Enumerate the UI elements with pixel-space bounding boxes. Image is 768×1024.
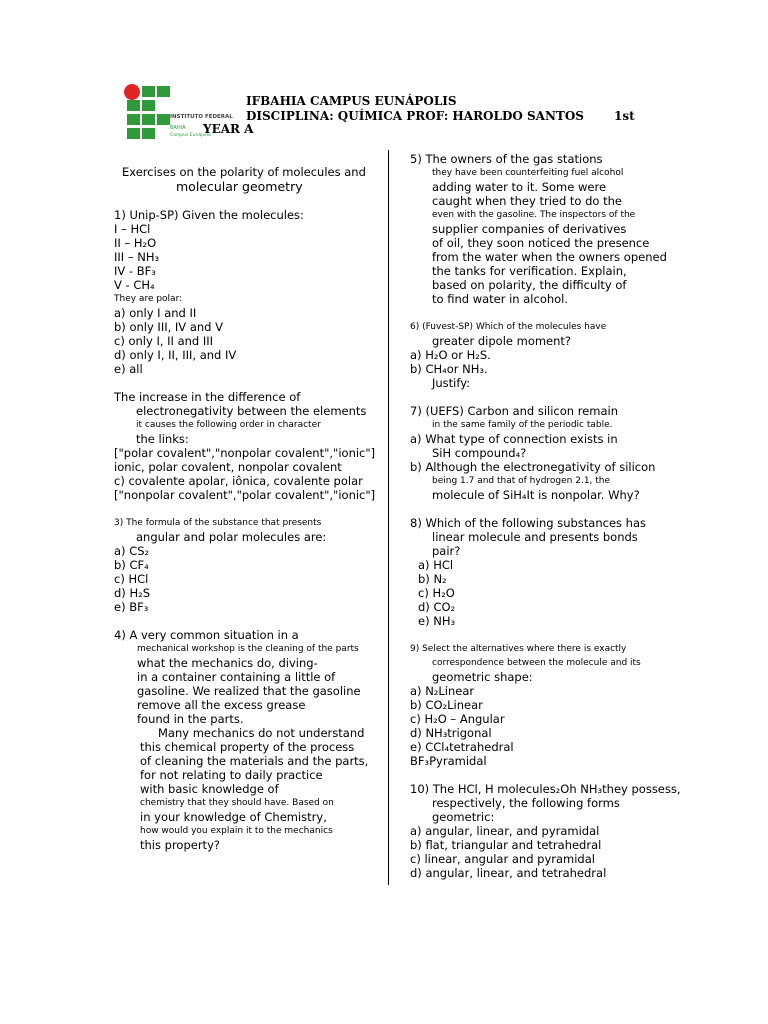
text-line: of cleaning the materials and the parts, xyxy=(140,754,369,768)
text-line: caught when they tried to do the xyxy=(432,194,622,208)
logo-square xyxy=(157,114,170,125)
text-line: b) N₂ xyxy=(418,572,447,586)
text-line: they have been counterfeiting fuel alcohol xyxy=(432,168,624,178)
text-line: the tanks for verification. Explain, xyxy=(432,264,627,278)
text-line: 4) A very common situation in a xyxy=(114,628,299,642)
text-line: c) linear, angular and pyramidal xyxy=(410,852,595,866)
text-line: BF₃Pyramidal xyxy=(410,754,487,768)
text-line: b) only III, IV and V xyxy=(114,320,223,334)
text-line: ionic, polar covalent, nonpolar covalent xyxy=(114,460,342,474)
text-line: Many mechanics do not understand xyxy=(158,726,365,740)
text-line: the links: xyxy=(136,432,189,446)
text-line: angular and polar molecules are: xyxy=(136,530,327,544)
text-line: 5) The owners of the gas stations xyxy=(410,152,603,166)
logo-square xyxy=(142,128,155,139)
text-line: mechanical workshop is the cleaning of the parts xyxy=(137,644,359,654)
text-line: this property? xyxy=(140,838,220,852)
text-line: from the water when the owners opened xyxy=(432,250,667,264)
text-line: 10) The HCl, H molecules₂Oh NH₃they possess, xyxy=(410,782,681,796)
logo-square xyxy=(127,100,140,111)
text-line: d) NH₃trigonal xyxy=(410,726,492,740)
text-line: d) only I, II, III, and IV xyxy=(114,348,237,362)
text-line: e) BF₃ xyxy=(114,600,149,614)
text-line: b) CH₄or NH₃. xyxy=(410,362,488,376)
logo-square xyxy=(142,100,155,111)
text-line: a) What type of connection exists in xyxy=(410,432,618,446)
text-line: a) only I and II xyxy=(114,306,197,320)
text-line: 9) Select the alternatives where there is exactly xyxy=(410,644,627,654)
text-line: Exercises on the polarity of molecules and xyxy=(122,165,366,179)
text-line: linear molecule and presents bonds xyxy=(432,530,638,544)
text-line: a) H₂O or H₂S. xyxy=(410,348,491,362)
text-line: e) CCl₄tetrahedral xyxy=(410,740,514,754)
text-line: II – H₂O xyxy=(114,236,157,250)
logo-square xyxy=(127,128,140,139)
text-line: Justify: xyxy=(432,376,471,390)
text-line: d) H₂S xyxy=(114,586,150,600)
text-line: They are polar: xyxy=(114,294,183,304)
text-line: I – HCl xyxy=(114,222,151,236)
text-line: for not relating to daily practice xyxy=(140,768,323,782)
logo-text: INSTITUTO FEDERAL xyxy=(170,114,233,120)
text-line: IV - BF₃ xyxy=(114,264,156,278)
text-line: c) covalente apolar, iônica, covalente polar xyxy=(114,474,363,488)
logo-text: BAHIA xyxy=(170,125,186,131)
text-line: chemistry that they should have. Based on xyxy=(140,798,334,808)
text-line: correspondence between the molecule and its xyxy=(432,658,641,668)
text-line: respectively, the following forms xyxy=(432,796,620,810)
text-line: gasoline. We realized that the gasoline xyxy=(137,684,361,698)
logo-square xyxy=(142,86,155,97)
text-line: b) CO₂Linear xyxy=(410,698,483,712)
text-line: in your knowledge of Chemistry, xyxy=(140,810,327,824)
text-line: electronegativity between the elements xyxy=(136,404,367,418)
text-line: this chemical property of the process xyxy=(140,740,355,754)
text-line: c) HCl xyxy=(114,572,149,586)
text-line: ["nonpolar covalent","polar covalent","ionic"] xyxy=(114,488,376,502)
logo-square xyxy=(127,114,140,125)
grade-label: 1st xyxy=(614,109,635,123)
text-line: V - CH₄ xyxy=(114,278,155,292)
text-line: d) CO₂ xyxy=(418,600,456,614)
text-line: geometric: xyxy=(432,810,495,824)
text-line: a) angular, linear, and pyramidal xyxy=(410,824,600,838)
text-line: greater dipole moment? xyxy=(432,334,572,348)
text-line: pair? xyxy=(432,544,461,558)
text-line: d) angular, linear, and tetrahedral xyxy=(410,866,607,880)
text-line: adding water to it. Some were xyxy=(432,180,607,194)
column-divider xyxy=(388,150,389,885)
text-line: The increase in the difference of xyxy=(114,390,301,404)
text-line: b) flat, triangular and tetrahedral xyxy=(410,838,602,852)
year-label: YEAR A xyxy=(203,122,254,136)
text-line: c) H₂O – Angular xyxy=(410,712,505,726)
text-line: to find water in alcohol. xyxy=(432,292,569,306)
logo-square xyxy=(142,114,155,125)
text-line: III – NH₃ xyxy=(114,250,160,264)
text-line: c) only I, II and III xyxy=(114,334,214,348)
text-line: how would you explain it to the mechanics xyxy=(140,826,333,836)
text-line: geometric shape: xyxy=(432,670,533,684)
text-line: a) N₂Linear xyxy=(410,684,475,698)
text-line: found in the parts. xyxy=(137,712,244,726)
text-line: it causes the following order in character xyxy=(136,420,321,430)
text-line: with basic knowledge of xyxy=(140,782,279,796)
text-line: of oil, they soon noticed the presence xyxy=(432,236,650,250)
text-line: in the same family of the periodic table. xyxy=(432,420,613,430)
text-line: 6) (Fuvest-SP) Which of the molecules have xyxy=(410,322,607,332)
logo-text: Campus Eunápolis xyxy=(170,133,212,138)
text-line: 1) Unip-SP) Given the molecules: xyxy=(114,208,304,222)
discipline-line: DISCIPLINA: QUÍMICA PROF: HAROLDO SANTOS xyxy=(246,109,584,123)
text-line: a) CS₂ xyxy=(114,544,150,558)
text-line: a) HCl xyxy=(418,558,454,572)
text-line: being 1.7 and that of hydrogen 2.1, the xyxy=(432,476,611,486)
text-line: SiH compound₄? xyxy=(432,446,527,460)
logo-square xyxy=(157,86,170,97)
text-line: supplier companies of derivatives xyxy=(432,222,627,236)
text-line: even with the gasoline. The inspectors of the xyxy=(432,210,636,220)
text-line: e) all xyxy=(114,362,143,376)
text-line: based on polarity, the difficulty of xyxy=(432,278,627,292)
text-line: b) Although the electronegativity of silicon xyxy=(410,460,656,474)
institution-name: IFBAHIA CAMPUS EUNÁPOLIS xyxy=(246,94,457,108)
text-line: 8) Which of the following substances has xyxy=(410,516,646,530)
text-line: remove all the excess grease xyxy=(137,698,306,712)
text-line: 3) The formula of the substance that presents xyxy=(114,518,322,528)
text-line: ["polar covalent","nonpolar covalent","ionic"] xyxy=(114,446,376,460)
logo-red-dot xyxy=(124,84,140,100)
text-line: e) NH₃ xyxy=(418,614,456,628)
text-line: what the mechanics do, diving- xyxy=(137,656,318,670)
text-line: 7) (UEFS) Carbon and silicon remain xyxy=(410,404,619,418)
text-line: molecular geometry xyxy=(176,179,303,194)
text-line: c) H₂O xyxy=(418,586,455,600)
text-line: b) CF₄ xyxy=(114,558,149,572)
text-line: molecule of SiH₄It is nonpolar. Why? xyxy=(432,488,640,502)
text-line: in a container containing a little of xyxy=(137,670,336,684)
